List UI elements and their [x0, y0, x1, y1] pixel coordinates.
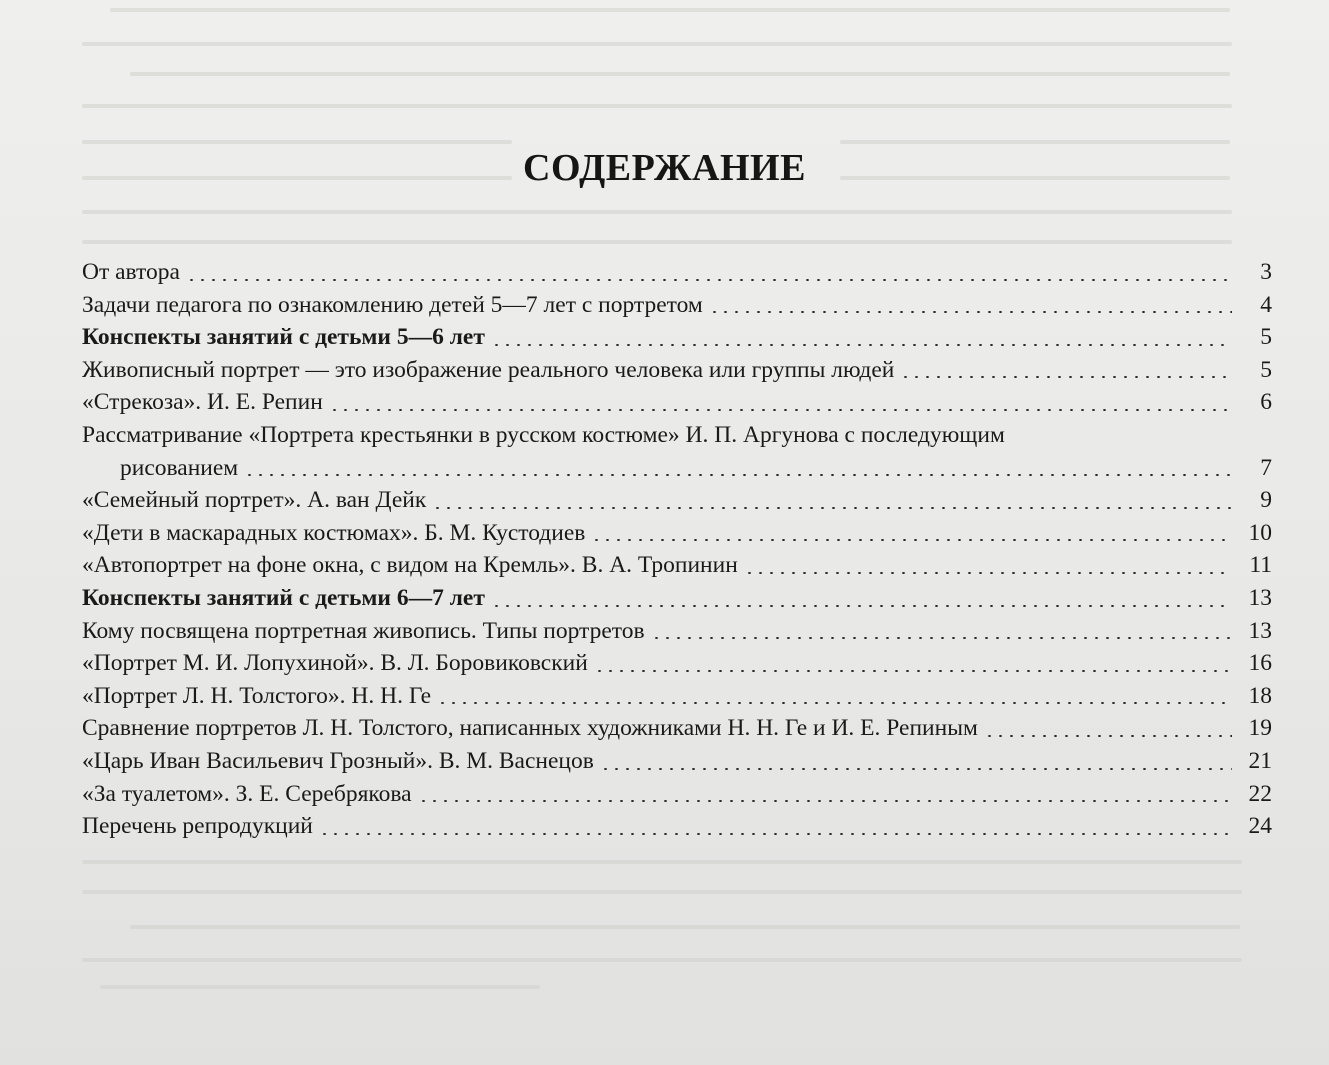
- toc-entry: [82, 354, 1272, 387]
- toc-entry-title: Живописный портрет — это изображение реального человека или группы людей: [82, 356, 895, 383]
- toc-page-number: 22: [1248, 780, 1272, 807]
- toc-entry: [82, 517, 1272, 550]
- toc-entry: [82, 549, 1272, 582]
- toc-entry: [82, 484, 1272, 517]
- dot-leader: [437, 702, 1232, 704]
- dot-leader: [329, 409, 1232, 411]
- dot-leader: [594, 670, 1232, 672]
- toc-section-heading: [82, 321, 1272, 354]
- toc-entry-title: «Стрекоза». И. Е. Репин: [82, 389, 323, 416]
- toc-entry: [82, 810, 1272, 843]
- toc-entry: [82, 745, 1272, 778]
- dot-leader: [491, 605, 1232, 607]
- dot-leader: [432, 507, 1232, 509]
- toc-entry-title: Сравнение портретов Л. Н. Толстого, написанных художниками Н. Н. Ге и И. Е. Репиным: [82, 715, 978, 742]
- toc-page-number: 18: [1248, 682, 1272, 709]
- toc-page-number: 3: [1260, 259, 1272, 285]
- toc-entry-title: Задачи педагога по ознакомлению детей 5—7 лет с портретом: [82, 291, 703, 318]
- toc-entry-title: Конспекты занятий с детьми 5—6 лет: [82, 324, 485, 351]
- toc-page-number: 11: [1249, 552, 1272, 579]
- toc-entry: [82, 680, 1272, 713]
- toc-entry-title: «Портрет М. И. Лопухиной». В. Л. Боровиковский: [82, 650, 588, 677]
- dot-leader: [900, 376, 1232, 378]
- toc-page-number: 13: [1248, 584, 1272, 611]
- toc-entry: [82, 647, 1272, 680]
- toc-section-heading: [82, 582, 1272, 615]
- dot-leader: [744, 572, 1232, 574]
- toc-page-number: 7: [1260, 454, 1272, 481]
- page-title: СОДЕРЖАНИЕ: [523, 147, 806, 189]
- toc-entry: [82, 712, 1272, 745]
- dot-leader: [491, 344, 1232, 346]
- toc-page-number: 5: [1260, 324, 1272, 351]
- dot-leader: [600, 768, 1232, 770]
- dot-leader: [709, 311, 1232, 313]
- toc-page-number: 4: [1260, 291, 1272, 318]
- dot-leader: [244, 474, 1232, 476]
- dot-leader: [186, 279, 1232, 281]
- toc-entry-title: Перечень репродукций: [82, 813, 313, 840]
- toc-entry: [82, 256, 1272, 289]
- toc-entry-title: «Дети в маскарадных костюмах». Б. М. Кустодиев: [82, 519, 586, 546]
- toc-entry-title: От автора: [82, 259, 180, 285]
- toc-entry: [82, 615, 1272, 648]
- table-of-contents: [82, 256, 1272, 843]
- toc-page-number: 10: [1248, 519, 1272, 546]
- toc-entry-title: «Портрет Л. Н. Толстого». Н. Н. Ге: [82, 682, 432, 709]
- dot-leader: [984, 735, 1232, 737]
- toc-page-number: 5: [1260, 356, 1272, 383]
- dot-leader: [418, 800, 1232, 802]
- toc-entry: [82, 419, 1272, 484]
- toc-entry-title: Кому посвящена портретная живопись. Типы портретов: [82, 617, 645, 644]
- toc-entry: [82, 386, 1272, 419]
- toc-entry-title: «Автопортрет на фоне окна, с видом на Кремль». В. А. Тропинин: [82, 552, 738, 579]
- toc-entry-title-line2: рисованием: [120, 454, 239, 481]
- toc-entry-title: «Семейный портрет». А. ван Дейк: [82, 487, 427, 514]
- toc-entry-title: «Царь Иван Васильевич Грозный». В. М. Васнецов: [82, 747, 594, 774]
- toc-page-number: 9: [1260, 487, 1272, 514]
- toc-entry-title: Конспекты занятий с детьми 6—7 лет: [82, 584, 485, 611]
- toc-page-number: 6: [1260, 389, 1272, 416]
- dot-leader: [591, 539, 1232, 541]
- toc-entry-title: «За туалетом». З. Е. Серебрякова: [82, 780, 412, 807]
- toc-entry-continuation: [82, 452, 1272, 485]
- toc-page-number: 21: [1248, 747, 1272, 774]
- dot-leader: [651, 637, 1232, 639]
- toc-entry-title: Рассматривание «Портрета крестьянки в русском костюме» И. П. Аргунова с последующим: [82, 421, 1005, 448]
- toc-entry: [82, 289, 1272, 322]
- toc-page-number: 19: [1248, 715, 1272, 742]
- toc-page-number: 16: [1248, 650, 1272, 677]
- dot-leader: [319, 833, 1232, 835]
- toc-page-number: 24: [1248, 813, 1272, 840]
- toc-entry: [82, 778, 1272, 811]
- toc-page-number: 13: [1248, 617, 1272, 644]
